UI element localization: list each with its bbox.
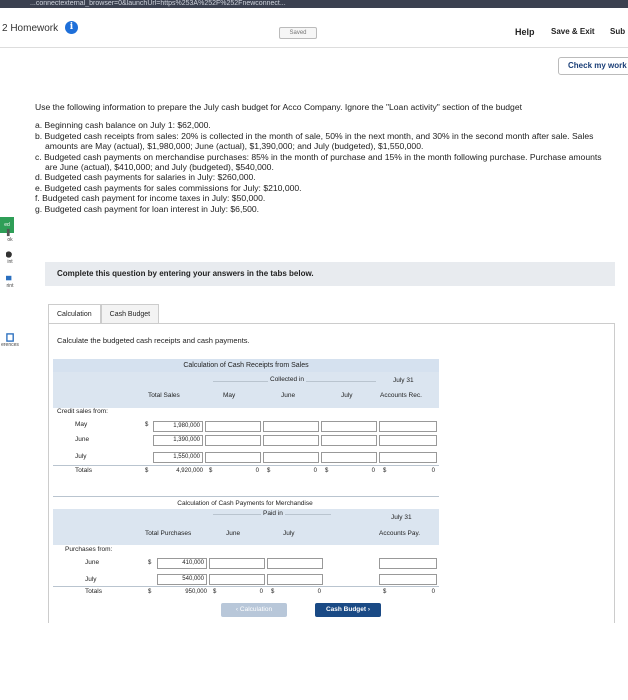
pay-total-july: 0 [317,589,321,595]
july-header: July [341,392,353,399]
receipts-july-june-input[interactable] [263,452,319,463]
totals-rule [53,465,439,466]
browser-url-bar: ...connectexternal_browser=0&launchUrl=https%253A%252F%252Fnewconnect... [0,0,628,8]
check-my-work-button[interactable]: Check my work [558,57,628,75]
problem-item-e: e. Budgeted cash payments for sales commissions for July: $210,000. [35,182,302,193]
receipts-july-ar-input[interactable] [379,452,437,463]
receipts-header-bg [53,372,439,408]
problem-item-c: c. Budgeted cash payments on merchandise purchases: 85% in the month of purchase and 15% in the month following purchase. Purchase amounts are June (actual), $410,000; and July (budgeted), $540,000. [35,151,602,173]
chevron-left-icon: ‹ [235,606,239,613]
receipts-june-may-input[interactable] [205,435,261,446]
receipts-table [53,359,439,482]
receipts-total-ar: 0 [431,468,435,474]
pay-july-total-value: 540,000 [182,576,204,582]
tab-bar [48,304,159,324]
pay-july31-header: July 31 [391,514,412,521]
next-tab-label: Cash Budget [325,606,367,613]
row-label-totals: Totals [75,467,92,474]
tab-calculation[interactable]: Calculation [48,304,101,324]
dollar-sign: $ [383,468,387,474]
purchases-from-label: Purchases from: [65,546,113,553]
hint-icon [6,250,15,259]
receipts-may-total-value: 1,980,000 [173,423,200,429]
ar-header: Accounts Rec. [380,392,422,399]
receipts-june-total-value: 1,390,000 [173,437,200,443]
next-tab-button[interactable] [315,603,381,617]
receipts-may-may-input[interactable] [205,421,261,432]
sidebar-item-print[interactable] [0,274,20,289]
dollar-sign: $ [271,589,275,595]
total-purchases-header: Total Purchases [145,530,192,537]
receipts-july-may-input[interactable] [205,452,261,463]
may-header: May [223,392,236,399]
dollar-sign: $ [148,589,152,595]
book-icon [6,228,15,237]
instruction-bar: Complete this question by entering your answers in the tabs below. [45,262,615,286]
prev-tab-button[interactable] [221,603,287,617]
problem-item-a: a. Beginning cash balance on July 1: $62,000. [35,120,211,131]
sidebar-item-label: int [7,259,13,265]
receipts-may-june-input[interactable] [263,421,319,432]
receipts-total-june: 0 [313,468,317,474]
pay-row-label-totals: Totals [85,588,102,595]
dollar-sign: $ [145,468,149,474]
pay-row-label-july: July [85,576,97,583]
receipts-june-july-input[interactable] [321,435,377,446]
collected-in-label: Collected in [270,376,304,383]
june-header: June [281,392,296,399]
dollar-sign: $ [383,589,387,595]
pay-june-june-input[interactable] [209,558,265,569]
sidebar-item-hint[interactable] [0,250,20,265]
row-label-june: June [75,436,90,443]
save-exit-button[interactable]: Save & Exit [551,27,595,36]
problem-item-f: f. Budgeted cash payment for income taxes in July: $50,000. [35,193,266,204]
problem-statement [35,102,615,214]
sidebar-item-label: ok [7,237,13,243]
pay-june-total-value: 410,000 [182,560,204,566]
problem-items [35,120,615,214]
pay-total-ap: 0 [431,589,435,595]
pay-row-label-june: June [85,559,100,566]
pay-total-june: 0 [259,589,263,595]
receipts-june-june-input[interactable] [263,435,319,446]
pay-july-july-input[interactable] [267,574,323,585]
dollar-sign: $ [145,422,149,428]
sidebar-item-ed[interactable]: ed [0,217,14,233]
dollar-sign: $ [267,468,271,474]
sidebar-item-label: rint [6,283,14,289]
receipts-total-july: 0 [371,468,375,474]
sidebar-item-references[interactable] [0,333,20,348]
submit-button[interactable]: Sub [610,27,626,36]
paid-in-label: Paid in [263,510,283,517]
chevron-right-icon: › [367,606,371,613]
pay-june-ap-input[interactable] [379,558,437,569]
sidebar-item-ebook[interactable] [0,228,20,243]
payments-table-title: Calculation of Cash Payments for Merchandise [177,500,313,507]
dollar-sign: $ [213,589,217,595]
info-icon[interactable]: i [65,21,78,34]
pay-total-purchases: 950,000 [185,589,207,595]
total-sales-header: Total Sales [148,392,180,399]
receipts-total-may: 0 [255,468,259,474]
ap-header: Accounts Pay. [379,530,421,537]
pay-june-july-input[interactable] [267,558,323,569]
receipts-june-ar-input[interactable] [379,435,437,446]
references-icon [6,333,15,342]
pay-july-june-input[interactable] [209,574,265,585]
pay-june-header: June [226,530,241,537]
prev-tab-label: Calculation [239,606,273,613]
july31-header: July 31 [393,377,414,384]
pay-totals-rule [53,586,439,587]
top-bar [0,8,628,48]
receipts-total-sales: 4,920,000 [176,468,203,474]
receipts-may-july-input[interactable] [321,421,377,432]
row-label-may: May [75,421,88,428]
sidebar-item-label: erences [1,342,19,348]
receipts-july-total-value: 1,550,000 [173,454,200,460]
panel-instruction: Calculate the budgeted cash receipts and cash payments. [57,336,250,345]
dollar-sign: $ [148,560,152,566]
receipts-july-july-input[interactable] [321,452,377,463]
receipts-table-title: Calculation of Cash Receipts from Sales [53,359,439,372]
pay-july-ap-input[interactable] [379,574,437,585]
print-icon [6,274,15,283]
row-label-july: July [75,453,87,460]
help-button[interactable]: Help [515,27,535,37]
problem-item-d: d. Budgeted cash payments for salaries in July: $260,000. [35,172,256,183]
pay-july-header: July [283,530,295,537]
saved-badge: Saved [279,27,317,39]
credit-sales-label: Credit sales from: [57,408,108,415]
dollar-sign: $ [325,468,329,474]
sidebar [0,48,20,700]
problem-item-b: b. Budgeted cash receipts from sales: 20% is collected in the month of sale, 50% in the next month, and 30% in the second month after sale. Sales amounts are May (actual), $1,980,000; June (actual), $1,390,000; and July (budgeted), $1,550,000. [35,130,594,152]
problem-item-g: g. Budgeted cash payment for loan interest in July: $6,500. [35,203,260,214]
tab-cash-budget[interactable]: Cash Budget [101,304,159,324]
dollar-sign: $ [209,468,213,474]
payments-top-rule [53,496,439,497]
homework-title: 2 Homework [2,23,59,34]
receipts-may-ar-input[interactable] [379,421,437,432]
payments-table [53,496,439,602]
problem-intro: Use the following information to prepare the July cash budget for Acco Company. Ignore the "Loan activity" section of the budget [35,102,522,112]
